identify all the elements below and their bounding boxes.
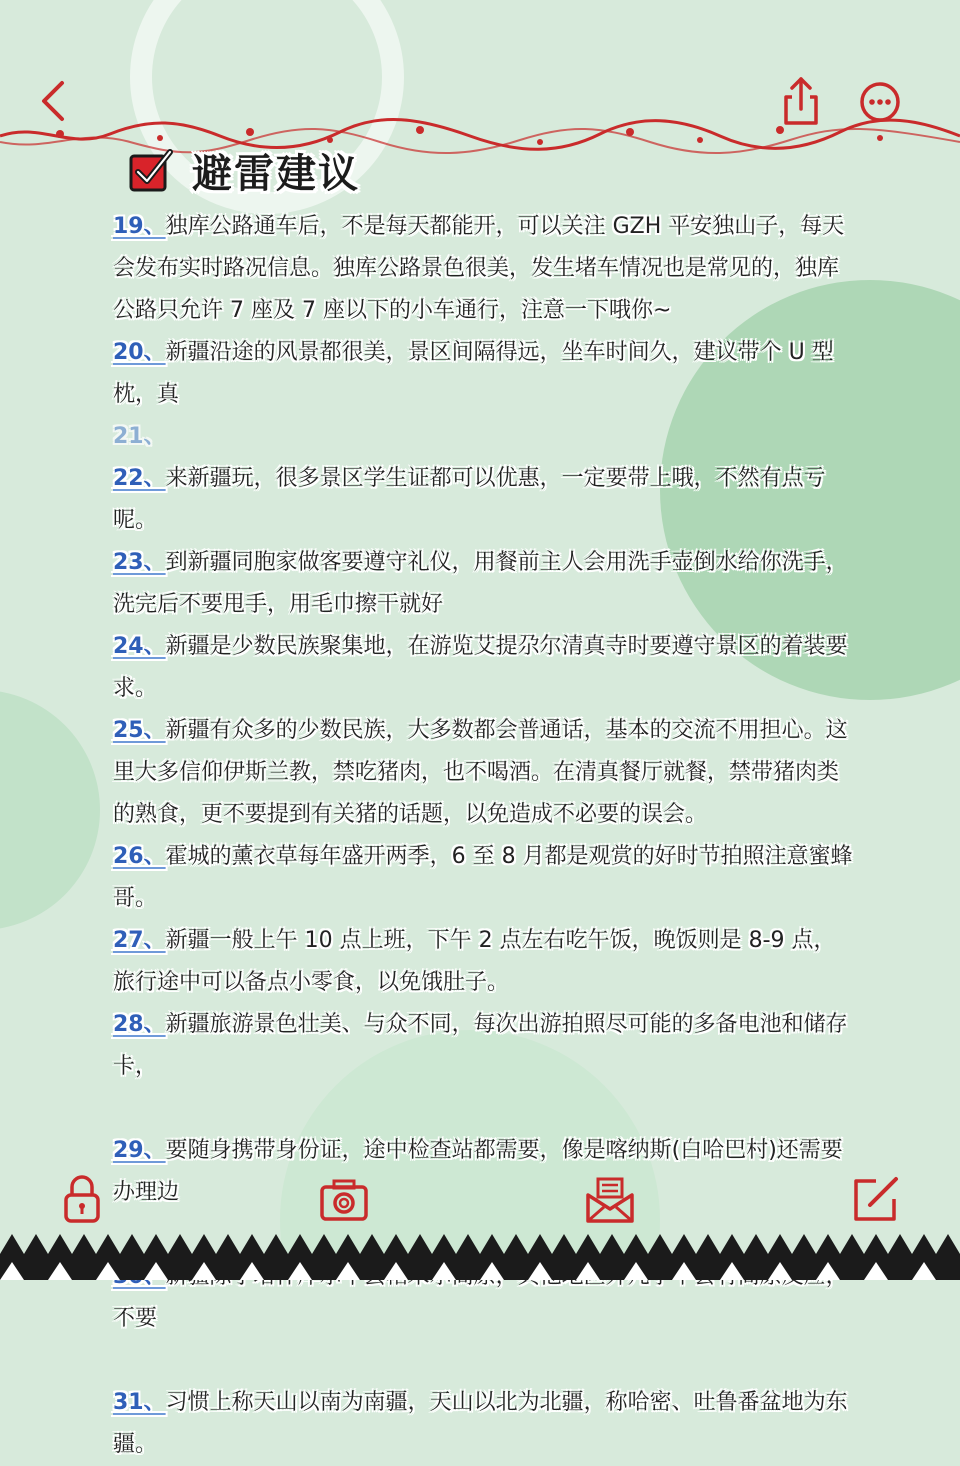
edit-icon xyxy=(850,1173,902,1225)
mail-icon xyxy=(584,1173,636,1225)
list-item xyxy=(113,710,853,836)
spacer xyxy=(113,1340,853,1382)
page-title: 避雷建议 xyxy=(192,151,360,197)
list-item xyxy=(113,542,853,626)
item-text: 新疆旅游景色壮美、与众不同，每次出游拍照尽可能的多备电池和储存卡， xyxy=(113,1012,848,1079)
item-text: 新疆一般上午 10 点上班，下午 2 点左右吃午饭，晚饭则是 8-9 点，旅行途中可以备点小零食，以免饿肚子。 xyxy=(113,928,836,995)
item-number: 26、 xyxy=(113,844,166,869)
item-number: 31、 xyxy=(113,1390,166,1415)
bottom-toolbar xyxy=(0,1165,960,1235)
list-item xyxy=(113,836,853,920)
item-number: 19、 xyxy=(113,214,166,239)
section-heading xyxy=(128,142,360,199)
item-text: 不要 xyxy=(113,1306,158,1331)
decorative-border-pattern xyxy=(0,1228,960,1280)
list-item xyxy=(113,458,853,542)
spacer xyxy=(113,1088,853,1130)
list-item xyxy=(113,920,853,1004)
item-text: 独库公路通车后，不是每天都能开，可以关注 GZH 平安独山子，每天会发布实时路况信息。独库公路景色很美，发生堵车情况也是常见的，独库公路只允许 7 座及 7 座以下的小车通行，注意一下哦你~ xyxy=(113,214,845,323)
list-item xyxy=(113,1004,853,1088)
item-number: 27、 xyxy=(113,928,166,953)
item-number: 25、 xyxy=(113,718,166,743)
item-text: 新疆是少数民族聚集地，在游览艾提尕尔清真寺时要遵守景区的着装要求。 xyxy=(113,634,848,701)
item-number: 23、 xyxy=(113,550,166,575)
mail-button[interactable] xyxy=(584,1173,636,1225)
camera-icon xyxy=(318,1173,370,1225)
item-text: 到新疆同胞家做客要遵守礼仪，用餐前主人会用洗手壶倒水给你洗手，洗完后不要甩手，用毛巾擦干就好 xyxy=(113,550,848,617)
camera-button[interactable] xyxy=(318,1173,370,1225)
checkbox-icon xyxy=(128,148,174,194)
list-item xyxy=(113,206,853,332)
item-number: 24、 xyxy=(113,634,166,659)
item-number: 28、 xyxy=(113,1012,166,1037)
list-item xyxy=(113,626,853,710)
lock-icon xyxy=(56,1173,108,1225)
item-number: 22、 xyxy=(113,466,166,491)
item-text: 来新疆玩，很多景区学生证都可以优惠，一定要带上哦，不然有点亏呢。 xyxy=(113,466,826,533)
decorative-circle xyxy=(0,690,100,930)
item-text: 习惯上称天山以南为南疆，天山以北为北疆，称哈密、吐鲁番盆地为东疆。 xyxy=(113,1390,848,1457)
lock-button[interactable] xyxy=(56,1173,108,1225)
item-number: 20、 xyxy=(113,340,166,365)
list-item xyxy=(113,1382,853,1466)
edit-button[interactable] xyxy=(850,1173,902,1225)
item-text: 新疆沿途的风景都很美，景区间隔得远，坐车时间久，建议带个 U 型枕，真 xyxy=(113,340,834,407)
list-item xyxy=(113,416,853,458)
item-text: 要随身携带身份证，途中检查站都需要，像是喀纳斯(白哈巴村)还需要办理边 xyxy=(113,1138,843,1205)
top-navigation-bar xyxy=(0,0,960,130)
item-text: 新疆有众多的少数民族，大多数都会普通话，基本的交流不用担心。这里大多信仰伊斯兰教，禁吃猪肉，也不喝酒。在清真餐厅就餐，禁带猪肉类的熟食，更不要提到有关猪的话题，以免造成不必要的误会。 xyxy=(113,718,848,827)
item-number: 29、 xyxy=(113,1138,166,1163)
item-text: 霍城的薰衣草每年盛开两季，6 至 8 月都是观赏的好时节拍照注意蜜蜂哥。 xyxy=(113,844,853,911)
item-number: 21、 xyxy=(113,424,166,449)
list-item xyxy=(113,332,853,416)
